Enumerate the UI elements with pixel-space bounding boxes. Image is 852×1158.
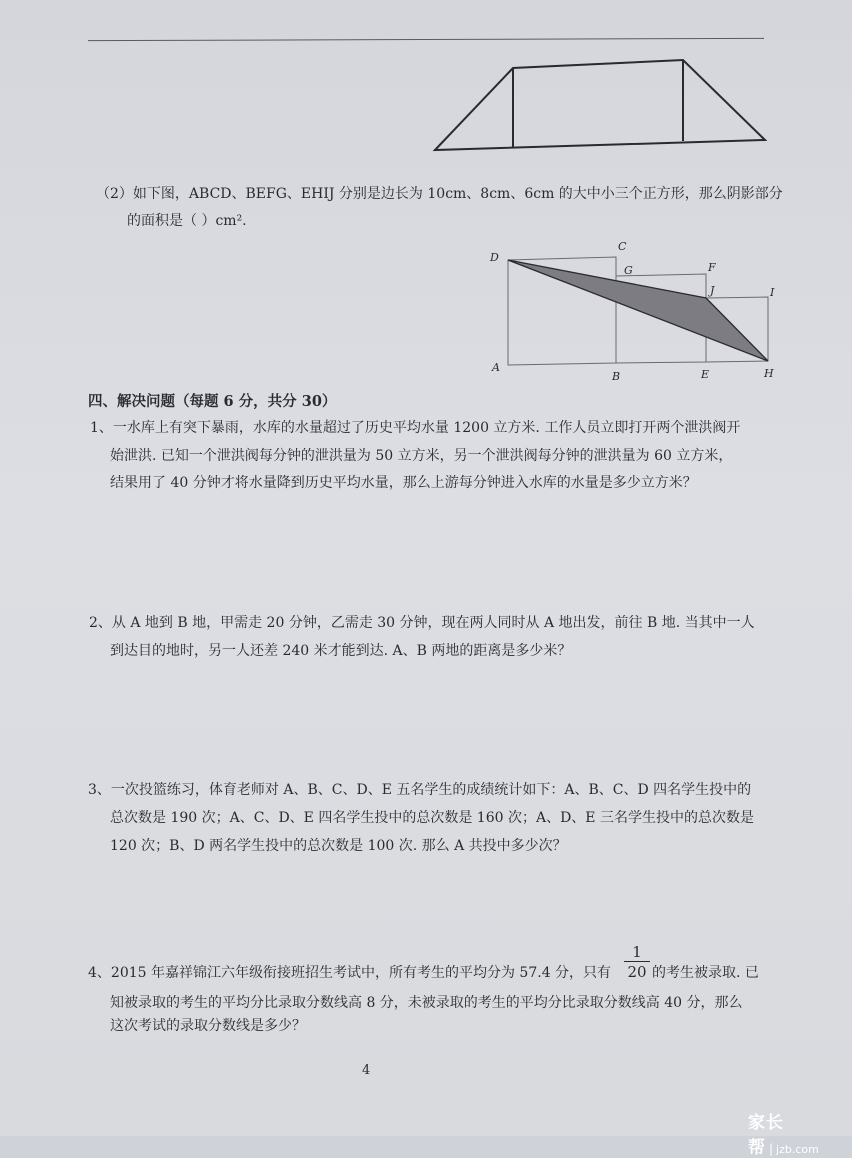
watermark-name: 家长帮	[748, 1113, 784, 1158]
p1-line3: 结果用了 40 分钟才将水量降到历史平均水量，那么上游每分钟进入水库的水量是多少立方米？	[110, 475, 697, 491]
label-B: B	[612, 370, 621, 383]
fraction-denominator: 20	[627, 963, 647, 981]
label-G: G	[624, 264, 633, 277]
p1-line1: 1、一水库上有突下暴雨，水库的水量超过了历史平均水量 1200 立方米. 工作人员立即打开两个泄洪阀开	[90, 420, 741, 436]
label-E: E	[701, 368, 710, 381]
watermark-separator: |	[769, 1142, 774, 1156]
p4-line2: 知被录取的考生的平均分比录取分数线高 8 分，未被录取的考生的平均分比录取分数线高 40 分，那么	[110, 995, 743, 1011]
fraction-one-twentieth	[624, 943, 650, 982]
p3-line1: 3、一次投篮练习，体育老师对 A、B、C、D、E 五名学生的成绩统计如下：A、B、C、D 四名学生投中的	[88, 782, 752, 798]
p4-line3: 这次考试的录取分数线是多少？	[110, 1018, 306, 1034]
p1-line2: 始泄洪. 已知一个泄洪阀每分钟的泄洪量为 50 立方米，另一个泄洪阀每分钟的泄洪量为 60 立方米，	[110, 448, 733, 464]
label-I: I	[770, 286, 775, 299]
section-title: 四、解决问题（每题 6 分，共分 30）	[88, 393, 337, 410]
q2-line2: 的面积是（ ）cm².	[127, 213, 247, 229]
label-D: D	[490, 251, 499, 264]
label-A: A	[492, 361, 500, 374]
page-number: 4	[362, 1063, 371, 1078]
fraction-numerator: 1	[632, 943, 642, 961]
p3-line2: 总次数是 190 次；A、C、D、E 四名学生投中的总次数是 160 次；A、D、E 三名学生投中的总次数是	[110, 810, 754, 826]
p4-line1b: 的考生被录取. 已	[652, 965, 759, 981]
trapezoid-figure	[430, 50, 775, 155]
squares-figure	[486, 236, 786, 386]
watermark	[748, 1108, 852, 1158]
header-rule	[88, 38, 764, 41]
label-J: J	[710, 284, 715, 297]
q2-line1: （2）如下图，ABCD、BEFG、EHIJ 分别是边长为 10cm、8cm、6cm 的大中小三个正方形，那么阴影部分	[96, 186, 783, 202]
watermark-url: jzb.com	[776, 1143, 819, 1156]
label-F: F	[708, 261, 716, 274]
label-C: C	[618, 240, 627, 253]
p4-line1a: 4、2015 年嘉祥锦江六年级衔接班招生考试中，所有考生的平均分为 57.4 分，只有	[88, 965, 612, 981]
p2-line1: 2、从 A 地到 B 地，甲需走 20 分钟，乙需走 30 分钟，现在两人同时从 A 地出发，前往 B 地. 当其中一人	[89, 615, 755, 631]
p2-line2: 到达目的地时，另一人还差 240 米才能到达. A、B 两地的距离是多少米？	[110, 643, 572, 659]
label-H: H	[764, 367, 774, 380]
p3-line3: 120 次；B、D 两名学生投中的总次数是 100 次. 那么 A 共投中多少次？	[110, 838, 567, 854]
